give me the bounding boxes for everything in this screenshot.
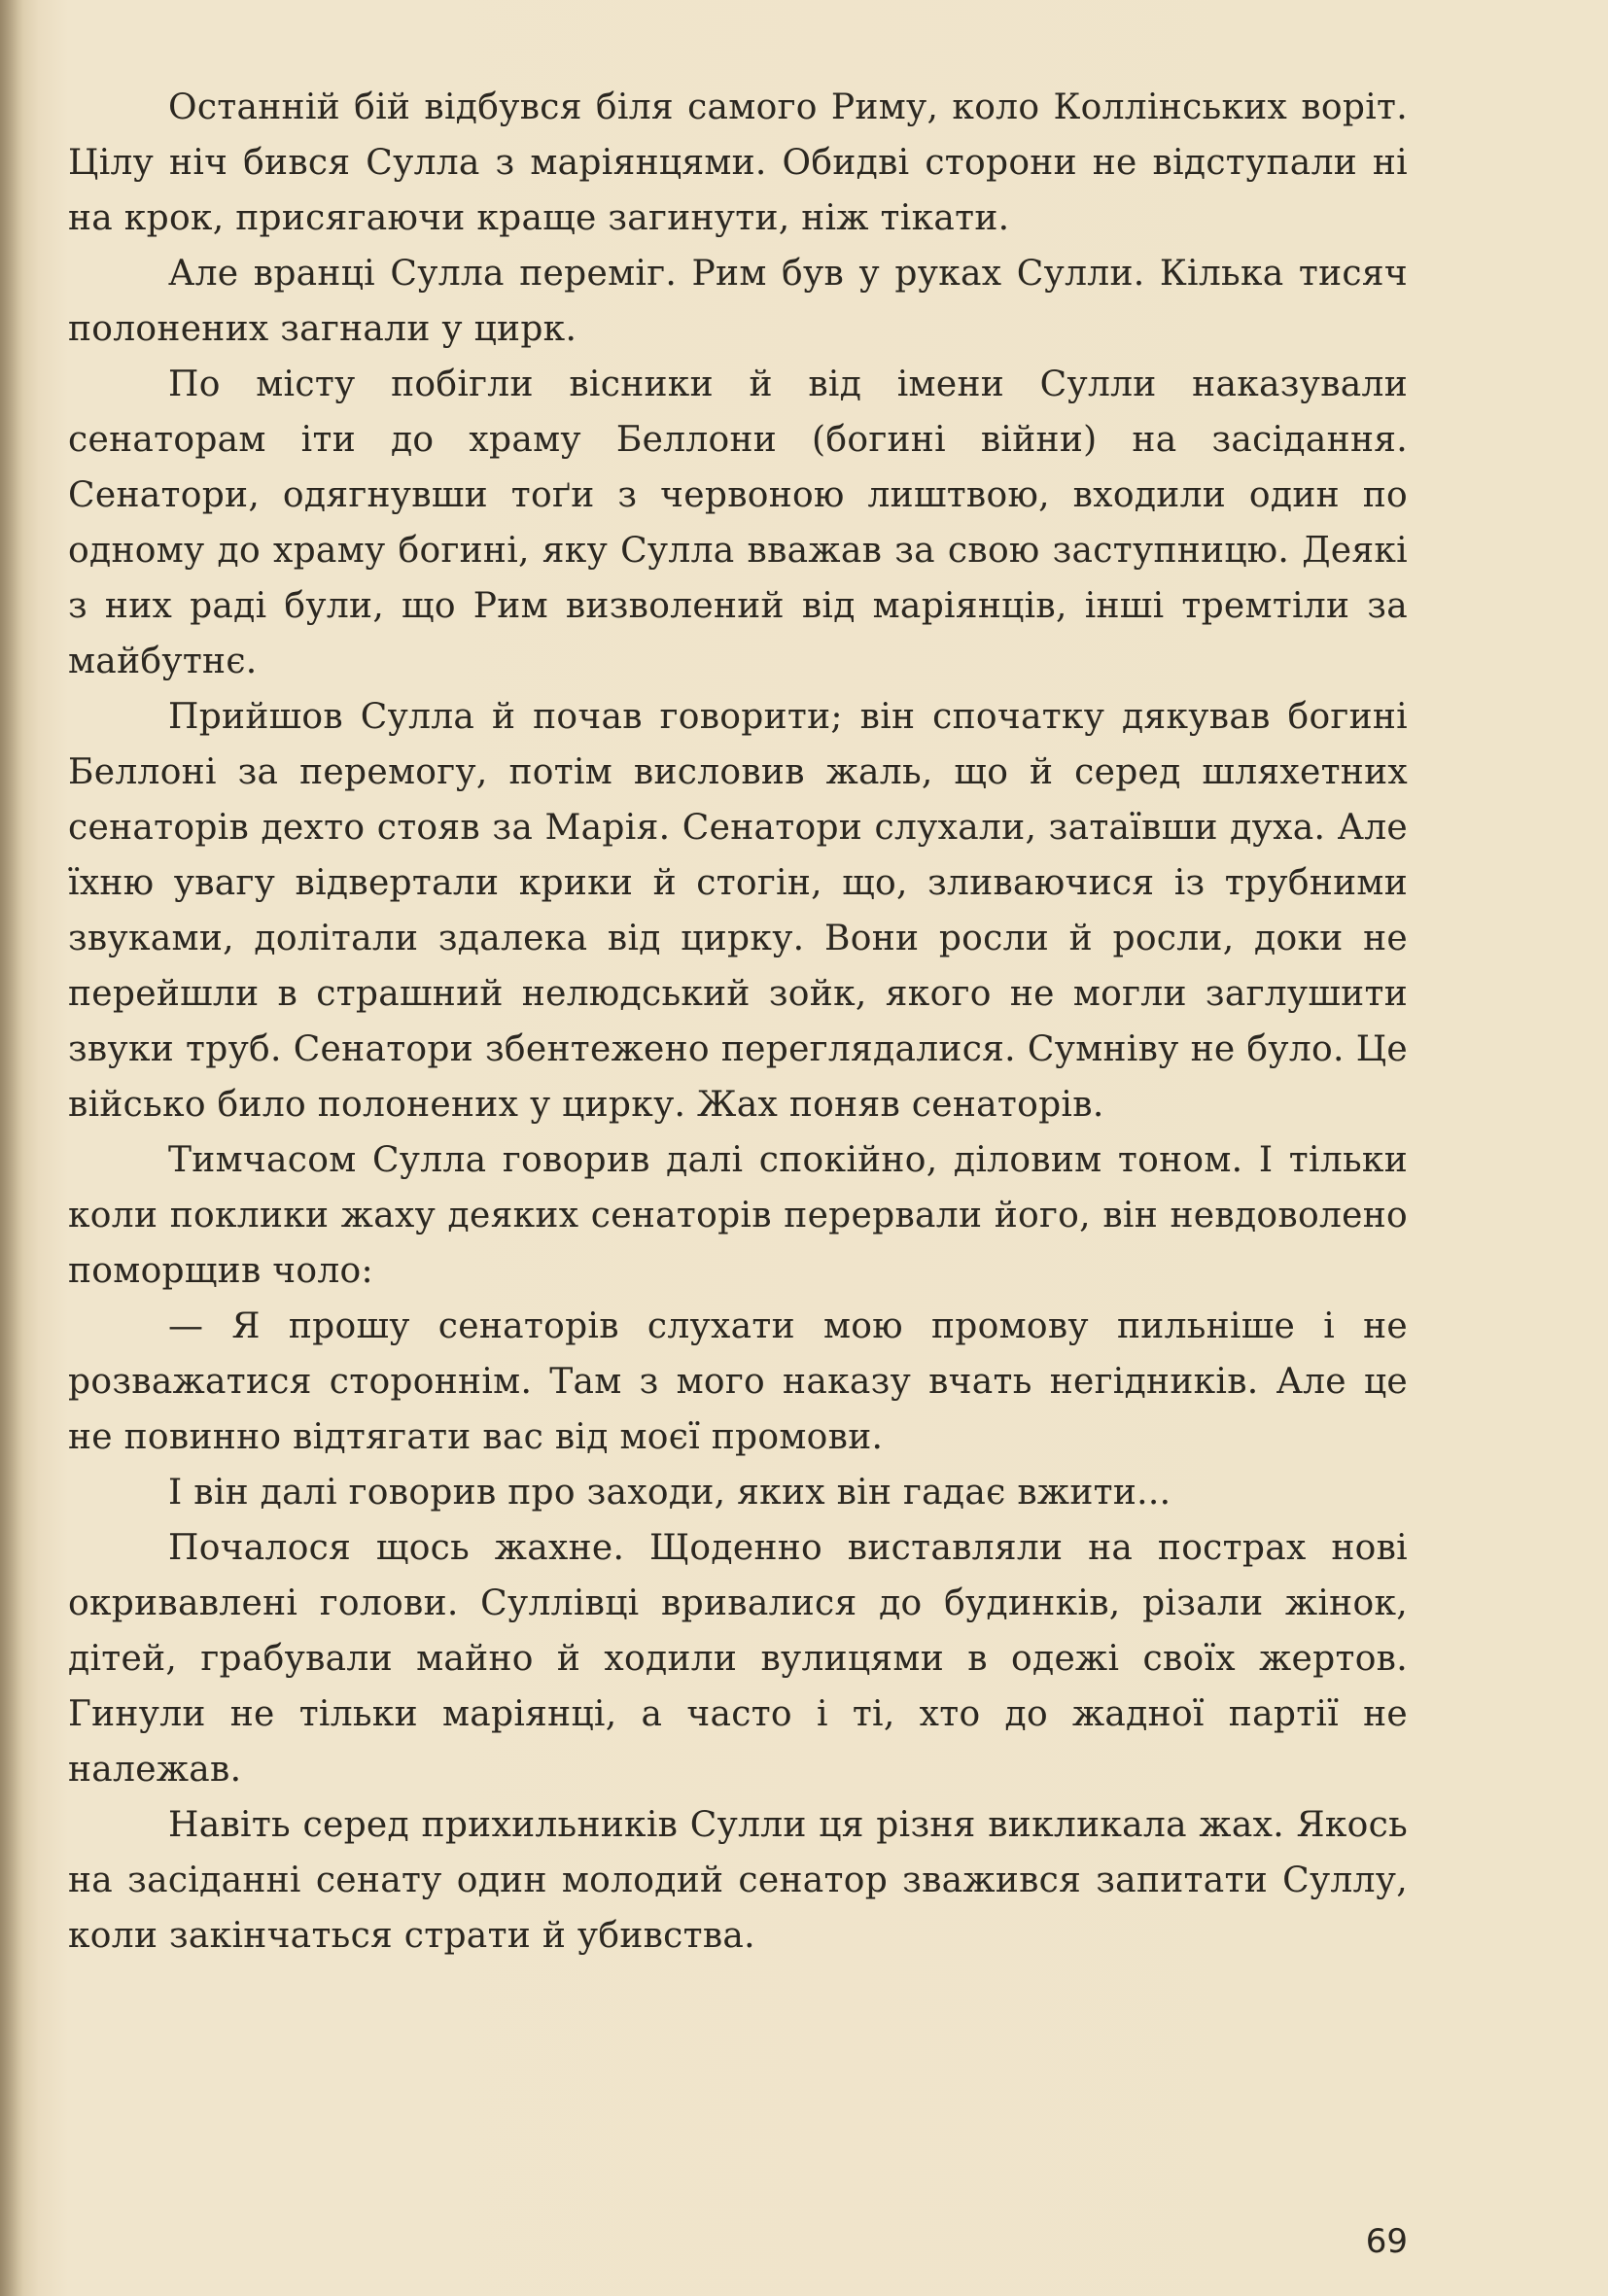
paragraph: По місту побігли вісники й від імени Сулли наказували сенаторам іти до храму Беллони (богині війни) на засідання. Сенатори, одягнувши тоґи з червоною лиштвою, входили один по одному до храму богині, яку Сулла вважав за свою заступницю. Деякі з них раді були, що Рим визволений від маріянців, інші тремтіли за майбутнє. xyxy=(68,365,1408,681)
paragraph: Почалося щось жахне. Щоденно виставляли на пострах нові окривавлені голови. Суллівці вривалися до будинків, різали жінок, дітей, грабували майно й ходили вулицями в одежі своїх жертов. Гинули не тільки маріянці, а часто і ті, хто до жадної партії не належав. xyxy=(68,1528,1408,1790)
paragraph: Тимчасом Сулла говорив далі спокійно, діловим тоном. І тільки коли поклики жаху деяких сенаторів перервали його, він невдоволено поморщив чоло: xyxy=(68,1140,1408,1291)
paragraph: Але вранці Сулла переміг. Рим був у руках Сулли. Кілька тисяч полонених загнали у цирк. xyxy=(68,254,1408,349)
spine-shadow xyxy=(0,0,23,2296)
paragraph: Останній бій відбувся біля самого Риму, коло Коллінських воріт. Цілу ніч бився Сулла з маріянцями. Обидві сторони не відступали ні на крок, присягаючи краще загинути, ніж тікати. xyxy=(68,87,1408,238)
page-number: 69 xyxy=(1365,2222,1408,2261)
paragraph: Прийшов Сулла й почав говорити; він спочатку дякував богині Беллоні за перемогу, потім висловив жаль, що й серед шляхетних сенаторів дехто стояв за Марія. Сенатори слухали, затаївши духа. Але їхню увагу відвертали крики й стогін, що, зливаючися із трубними звуками, долітали здалека від цирку. Вони росли й росли, доки не перейшли в страшний нелюдський зойк, якого не могли заглушити звуки труб. Сенатори збентежено переглядалися. Сумніву не було. Це військо било полонених у цирку. Жах поняв сенаторів. xyxy=(68,697,1408,1125)
paragraph: І він далі говорив про заходи, яких він гадає вжити... xyxy=(168,1473,1171,1513)
paragraph: Навіть серед прихильників Сулли ця різня викликала жах. Якось на засіданні сенату один молодий сенатор зважився запитати Суллу, коли закінчаться страти й убивства. xyxy=(68,1805,1408,1956)
paragraph: — Я прошу сенаторів слухати мою промову пильніше і не розважатися стороннім. Там з мого наказу вчать негідників. Але це не повинно відтягати вас від моєї промови. xyxy=(68,1306,1408,1457)
body-text xyxy=(68,80,1408,1964)
